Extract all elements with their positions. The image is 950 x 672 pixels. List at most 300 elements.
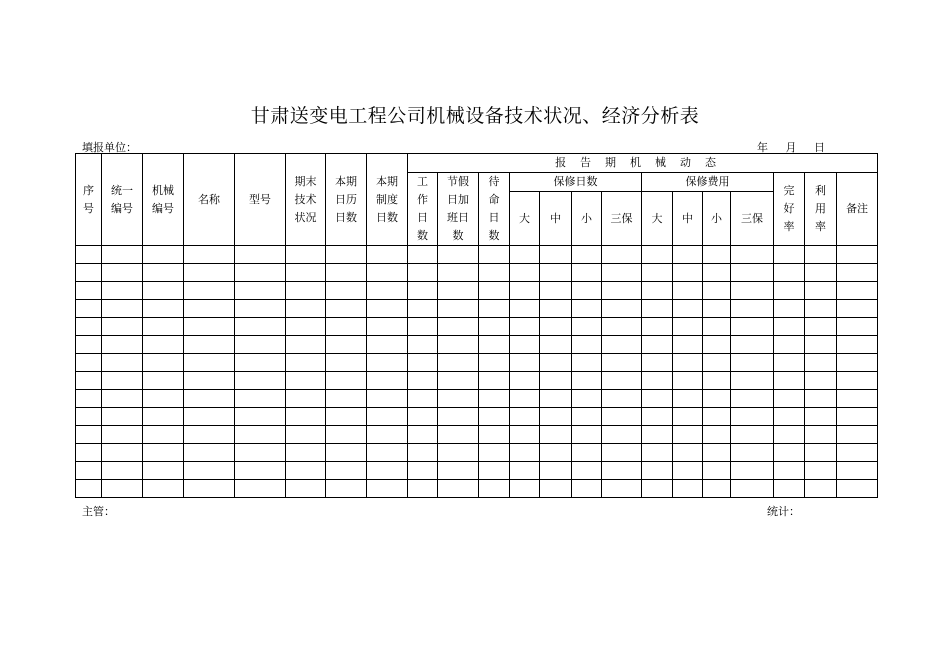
table-cell[interactable]	[805, 300, 837, 318]
table-cell[interactable]	[602, 408, 642, 426]
table-cell[interactable]	[731, 354, 774, 372]
table-cell[interactable]	[76, 426, 102, 444]
table-cell[interactable]	[805, 408, 837, 426]
table-cell[interactable]	[774, 390, 805, 408]
table-cell[interactable]	[602, 426, 642, 444]
table-cell[interactable]	[235, 246, 286, 264]
table-cell[interactable]	[235, 282, 286, 300]
table-cell[interactable]	[326, 372, 367, 390]
table-cell[interactable]	[572, 408, 602, 426]
table-cell[interactable]	[286, 426, 326, 444]
table-cell[interactable]	[184, 246, 235, 264]
table-cell[interactable]	[102, 426, 143, 444]
table-cell[interactable]	[408, 354, 438, 372]
table-cell[interactable]	[326, 336, 367, 354]
table-cell[interactable]	[102, 462, 143, 480]
table-cell[interactable]	[642, 354, 673, 372]
table-cell[interactable]	[731, 264, 774, 282]
table-cell[interactable]	[642, 480, 673, 498]
table-cell[interactable]	[143, 408, 184, 426]
table-cell[interactable]	[102, 408, 143, 426]
table-cell[interactable]	[837, 372, 878, 390]
table-cell[interactable]	[408, 318, 438, 336]
table-cell[interactable]	[805, 462, 837, 480]
table-cell[interactable]	[572, 300, 602, 318]
table-cell[interactable]	[286, 462, 326, 480]
table-cell[interactable]	[510, 246, 540, 264]
table-cell[interactable]	[438, 426, 479, 444]
table-cell[interactable]	[602, 480, 642, 498]
table-cell[interactable]	[572, 462, 602, 480]
table-cell[interactable]	[235, 390, 286, 408]
table-cell[interactable]	[479, 300, 510, 318]
table-cell[interactable]	[805, 246, 837, 264]
table-cell[interactable]	[774, 300, 805, 318]
table-cell[interactable]	[367, 372, 408, 390]
table-cell[interactable]	[367, 336, 408, 354]
table-cell[interactable]	[837, 246, 878, 264]
table-cell[interactable]	[479, 426, 510, 444]
table-cell[interactable]	[540, 282, 572, 300]
table-cell[interactable]	[572, 264, 602, 282]
table-cell[interactable]	[479, 408, 510, 426]
table-cell[interactable]	[408, 372, 438, 390]
table-cell[interactable]	[102, 354, 143, 372]
table-cell[interactable]	[572, 354, 602, 372]
table-cell[interactable]	[703, 372, 731, 390]
table-cell[interactable]	[572, 282, 602, 300]
table-cell[interactable]	[837, 354, 878, 372]
table-cell[interactable]	[572, 246, 602, 264]
table-cell[interactable]	[572, 390, 602, 408]
table-cell[interactable]	[510, 480, 540, 498]
table-cell[interactable]	[102, 444, 143, 462]
table-cell[interactable]	[510, 264, 540, 282]
table-cell[interactable]	[642, 336, 673, 354]
table-cell[interactable]	[731, 444, 774, 462]
table-cell[interactable]	[837, 282, 878, 300]
table-cell[interactable]	[367, 462, 408, 480]
table-cell[interactable]	[408, 300, 438, 318]
table-cell[interactable]	[286, 408, 326, 426]
table-cell[interactable]	[837, 462, 878, 480]
table-cell[interactable]	[235, 408, 286, 426]
table-cell[interactable]	[367, 426, 408, 444]
table-cell[interactable]	[143, 372, 184, 390]
table-cell[interactable]	[602, 264, 642, 282]
table-cell[interactable]	[76, 336, 102, 354]
table-cell[interactable]	[235, 336, 286, 354]
table-cell[interactable]	[774, 246, 805, 264]
table-cell[interactable]	[642, 318, 673, 336]
table-cell[interactable]	[326, 426, 367, 444]
table-cell[interactable]	[510, 300, 540, 318]
table-cell[interactable]	[602, 318, 642, 336]
table-cell[interactable]	[326, 462, 367, 480]
table-cell[interactable]	[367, 408, 408, 426]
table-cell[interactable]	[805, 372, 837, 390]
table-cell[interactable]	[673, 318, 703, 336]
table-cell[interactable]	[438, 282, 479, 300]
table-cell[interactable]	[510, 444, 540, 462]
table-cell[interactable]	[184, 336, 235, 354]
table-cell[interactable]	[540, 462, 572, 480]
table-cell[interactable]	[326, 480, 367, 498]
table-cell[interactable]	[703, 462, 731, 480]
table-cell[interactable]	[837, 390, 878, 408]
table-cell[interactable]	[438, 408, 479, 426]
table-cell[interactable]	[731, 426, 774, 444]
table-cell[interactable]	[143, 336, 184, 354]
table-cell[interactable]	[703, 318, 731, 336]
table-cell[interactable]	[673, 372, 703, 390]
table-cell[interactable]	[286, 444, 326, 462]
table-cell[interactable]	[510, 426, 540, 444]
table-cell[interactable]	[510, 390, 540, 408]
table-cell[interactable]	[143, 480, 184, 498]
table-cell[interactable]	[184, 282, 235, 300]
table-cell[interactable]	[837, 336, 878, 354]
table-cell[interactable]	[703, 336, 731, 354]
table-cell[interactable]	[602, 282, 642, 300]
table-cell[interactable]	[143, 444, 184, 462]
table-cell[interactable]	[479, 462, 510, 480]
table-cell[interactable]	[408, 480, 438, 498]
table-cell[interactable]	[76, 390, 102, 408]
table-cell[interactable]	[408, 444, 438, 462]
table-cell[interactable]	[540, 390, 572, 408]
table-cell[interactable]	[673, 264, 703, 282]
table-cell[interactable]	[326, 408, 367, 426]
table-cell[interactable]	[143, 462, 184, 480]
table-cell[interactable]	[184, 444, 235, 462]
table-cell[interactable]	[731, 336, 774, 354]
table-cell[interactable]	[76, 372, 102, 390]
table-cell[interactable]	[184, 462, 235, 480]
table-cell[interactable]	[805, 336, 837, 354]
table-cell[interactable]	[143, 300, 184, 318]
table-cell[interactable]	[479, 390, 510, 408]
table-cell[interactable]	[76, 354, 102, 372]
table-cell[interactable]	[673, 408, 703, 426]
table-cell[interactable]	[837, 264, 878, 282]
table-cell[interactable]	[642, 426, 673, 444]
table-cell[interactable]	[703, 444, 731, 462]
table-cell[interactable]	[102, 282, 143, 300]
table-cell[interactable]	[184, 408, 235, 426]
table-cell[interactable]	[774, 264, 805, 282]
table-cell[interactable]	[408, 282, 438, 300]
table-cell[interactable]	[76, 282, 102, 300]
table-cell[interactable]	[76, 318, 102, 336]
table-cell[interactable]	[286, 264, 326, 282]
table-cell[interactable]	[102, 390, 143, 408]
table-cell[interactable]	[235, 264, 286, 282]
table-cell[interactable]	[76, 264, 102, 282]
table-cell[interactable]	[235, 372, 286, 390]
table-cell[interactable]	[286, 480, 326, 498]
table-cell[interactable]	[673, 246, 703, 264]
table-cell[interactable]	[572, 318, 602, 336]
table-cell[interactable]	[673, 480, 703, 498]
table-cell[interactable]	[510, 336, 540, 354]
table-cell[interactable]	[673, 462, 703, 480]
table-cell[interactable]	[102, 480, 143, 498]
table-cell[interactable]	[143, 354, 184, 372]
table-cell[interactable]	[76, 462, 102, 480]
table-cell[interactable]	[540, 264, 572, 282]
table-cell[interactable]	[805, 264, 837, 282]
table-cell[interactable]	[510, 282, 540, 300]
table-cell[interactable]	[642, 444, 673, 462]
table-cell[interactable]	[408, 336, 438, 354]
table-cell[interactable]	[572, 372, 602, 390]
table-cell[interactable]	[367, 264, 408, 282]
table-cell[interactable]	[326, 444, 367, 462]
table-cell[interactable]	[479, 264, 510, 282]
table-cell[interactable]	[367, 300, 408, 318]
table-cell[interactable]	[235, 426, 286, 444]
table-cell[interactable]	[479, 372, 510, 390]
table-cell[interactable]	[540, 408, 572, 426]
table-cell[interactable]	[540, 480, 572, 498]
table-cell[interactable]	[479, 246, 510, 264]
table-cell[interactable]	[602, 354, 642, 372]
table-cell[interactable]	[408, 408, 438, 426]
table-cell[interactable]	[326, 300, 367, 318]
table-cell[interactable]	[235, 444, 286, 462]
table-cell[interactable]	[774, 372, 805, 390]
table-cell[interactable]	[673, 300, 703, 318]
table-cell[interactable]	[703, 300, 731, 318]
table-cell[interactable]	[326, 318, 367, 336]
table-cell[interactable]	[438, 390, 479, 408]
table-cell[interactable]	[540, 372, 572, 390]
table-cell[interactable]	[774, 354, 805, 372]
table-cell[interactable]	[143, 246, 184, 264]
table-cell[interactable]	[143, 282, 184, 300]
table-cell[interactable]	[286, 318, 326, 336]
table-cell[interactable]	[703, 246, 731, 264]
table-cell[interactable]	[703, 426, 731, 444]
table-cell[interactable]	[673, 354, 703, 372]
table-cell[interactable]	[286, 300, 326, 318]
table-cell[interactable]	[326, 264, 367, 282]
table-cell[interactable]	[286, 336, 326, 354]
table-cell[interactable]	[731, 300, 774, 318]
table-cell[interactable]	[774, 480, 805, 498]
table-cell[interactable]	[703, 408, 731, 426]
table-cell[interactable]	[805, 426, 837, 444]
table-cell[interactable]	[235, 318, 286, 336]
table-cell[interactable]	[673, 336, 703, 354]
table-cell[interactable]	[76, 480, 102, 498]
table-cell[interactable]	[408, 462, 438, 480]
table-cell[interactable]	[143, 264, 184, 282]
table-cell[interactable]	[408, 264, 438, 282]
table-cell[interactable]	[703, 390, 731, 408]
table-cell[interactable]	[602, 462, 642, 480]
table-cell[interactable]	[184, 318, 235, 336]
table-cell[interactable]	[479, 318, 510, 336]
table-cell[interactable]	[540, 444, 572, 462]
table-cell[interactable]	[774, 408, 805, 426]
table-cell[interactable]	[602, 390, 642, 408]
table-cell[interactable]	[479, 354, 510, 372]
table-cell[interactable]	[774, 426, 805, 444]
table-cell[interactable]	[805, 444, 837, 462]
table-cell[interactable]	[235, 480, 286, 498]
table-cell[interactable]	[510, 408, 540, 426]
table-cell[interactable]	[367, 354, 408, 372]
table-cell[interactable]	[572, 444, 602, 462]
table-cell[interactable]	[731, 246, 774, 264]
table-cell[interactable]	[540, 426, 572, 444]
table-cell[interactable]	[510, 354, 540, 372]
table-cell[interactable]	[286, 282, 326, 300]
table-cell[interactable]	[438, 246, 479, 264]
table-cell[interactable]	[774, 336, 805, 354]
table-cell[interactable]	[673, 426, 703, 444]
table-cell[interactable]	[540, 300, 572, 318]
table-cell[interactable]	[438, 318, 479, 336]
table-cell[interactable]	[673, 390, 703, 408]
table-cell[interactable]	[731, 318, 774, 336]
table-cell[interactable]	[572, 336, 602, 354]
table-cell[interactable]	[837, 300, 878, 318]
table-cell[interactable]	[326, 282, 367, 300]
table-cell[interactable]	[184, 372, 235, 390]
table-cell[interactable]	[286, 372, 326, 390]
table-cell[interactable]	[184, 264, 235, 282]
table-cell[interactable]	[774, 282, 805, 300]
table-cell[interactable]	[438, 480, 479, 498]
table-cell[interactable]	[367, 318, 408, 336]
table-cell[interactable]	[143, 390, 184, 408]
table-cell[interactable]	[184, 300, 235, 318]
table-cell[interactable]	[479, 336, 510, 354]
table-cell[interactable]	[235, 300, 286, 318]
table-cell[interactable]	[408, 426, 438, 444]
table-cell[interactable]	[235, 462, 286, 480]
table-cell[interactable]	[642, 390, 673, 408]
table-cell[interactable]	[642, 264, 673, 282]
table-cell[interactable]	[642, 372, 673, 390]
table-cell[interactable]	[479, 480, 510, 498]
table-cell[interactable]	[286, 246, 326, 264]
table-cell[interactable]	[408, 246, 438, 264]
table-cell[interactable]	[540, 336, 572, 354]
table-cell[interactable]	[102, 264, 143, 282]
table-cell[interactable]	[805, 318, 837, 336]
table-cell[interactable]	[731, 282, 774, 300]
table-cell[interactable]	[703, 282, 731, 300]
table-cell[interactable]	[837, 408, 878, 426]
table-cell[interactable]	[479, 282, 510, 300]
table-cell[interactable]	[438, 264, 479, 282]
table-cell[interactable]	[286, 354, 326, 372]
table-cell[interactable]	[774, 444, 805, 462]
table-cell[interactable]	[479, 444, 510, 462]
table-cell[interactable]	[837, 318, 878, 336]
table-cell[interactable]	[76, 246, 102, 264]
table-cell[interactable]	[286, 390, 326, 408]
table-cell[interactable]	[837, 444, 878, 462]
table-cell[interactable]	[76, 444, 102, 462]
table-cell[interactable]	[510, 318, 540, 336]
table-cell[interactable]	[408, 390, 438, 408]
table-cell[interactable]	[76, 408, 102, 426]
table-cell[interactable]	[326, 354, 367, 372]
table-cell[interactable]	[540, 354, 572, 372]
table-cell[interactable]	[438, 444, 479, 462]
table-cell[interactable]	[326, 390, 367, 408]
table-cell[interactable]	[774, 462, 805, 480]
table-cell[interactable]	[642, 462, 673, 480]
table-cell[interactable]	[102, 246, 143, 264]
table-cell[interactable]	[642, 300, 673, 318]
table-cell[interactable]	[184, 354, 235, 372]
table-cell[interactable]	[642, 282, 673, 300]
table-cell[interactable]	[731, 408, 774, 426]
table-cell[interactable]	[367, 480, 408, 498]
table-cell[interactable]	[602, 336, 642, 354]
table-cell[interactable]	[438, 300, 479, 318]
table-cell[interactable]	[184, 480, 235, 498]
table-cell[interactable]	[102, 318, 143, 336]
table-cell[interactable]	[774, 318, 805, 336]
table-cell[interactable]	[731, 390, 774, 408]
table-cell[interactable]	[235, 354, 286, 372]
table-cell[interactable]	[184, 390, 235, 408]
table-cell[interactable]	[572, 426, 602, 444]
table-cell[interactable]	[805, 390, 837, 408]
table-cell[interactable]	[102, 336, 143, 354]
table-cell[interactable]	[102, 300, 143, 318]
table-cell[interactable]	[510, 372, 540, 390]
table-cell[interactable]	[731, 372, 774, 390]
table-cell[interactable]	[602, 444, 642, 462]
table-cell[interactable]	[837, 480, 878, 498]
table-cell[interactable]	[143, 426, 184, 444]
table-cell[interactable]	[805, 282, 837, 300]
table-cell[interactable]	[540, 246, 572, 264]
table-cell[interactable]	[837, 426, 878, 444]
table-cell[interactable]	[805, 480, 837, 498]
table-cell[interactable]	[673, 444, 703, 462]
table-cell[interactable]	[102, 372, 143, 390]
table-cell[interactable]	[367, 246, 408, 264]
table-cell[interactable]	[642, 246, 673, 264]
table-cell[interactable]	[438, 354, 479, 372]
table-cell[interactable]	[438, 462, 479, 480]
table-cell[interactable]	[367, 390, 408, 408]
table-cell[interactable]	[76, 300, 102, 318]
table-cell[interactable]	[703, 264, 731, 282]
table-cell[interactable]	[602, 372, 642, 390]
table-cell[interactable]	[703, 354, 731, 372]
table-cell[interactable]	[572, 480, 602, 498]
table-cell[interactable]	[438, 372, 479, 390]
table-cell[interactable]	[540, 318, 572, 336]
table-cell[interactable]	[642, 408, 673, 426]
table-cell[interactable]	[731, 480, 774, 498]
table-cell[interactable]	[438, 336, 479, 354]
table-cell[interactable]	[602, 246, 642, 264]
table-cell[interactable]	[703, 480, 731, 498]
table-cell[interactable]	[326, 246, 367, 264]
table-cell[interactable]	[510, 462, 540, 480]
